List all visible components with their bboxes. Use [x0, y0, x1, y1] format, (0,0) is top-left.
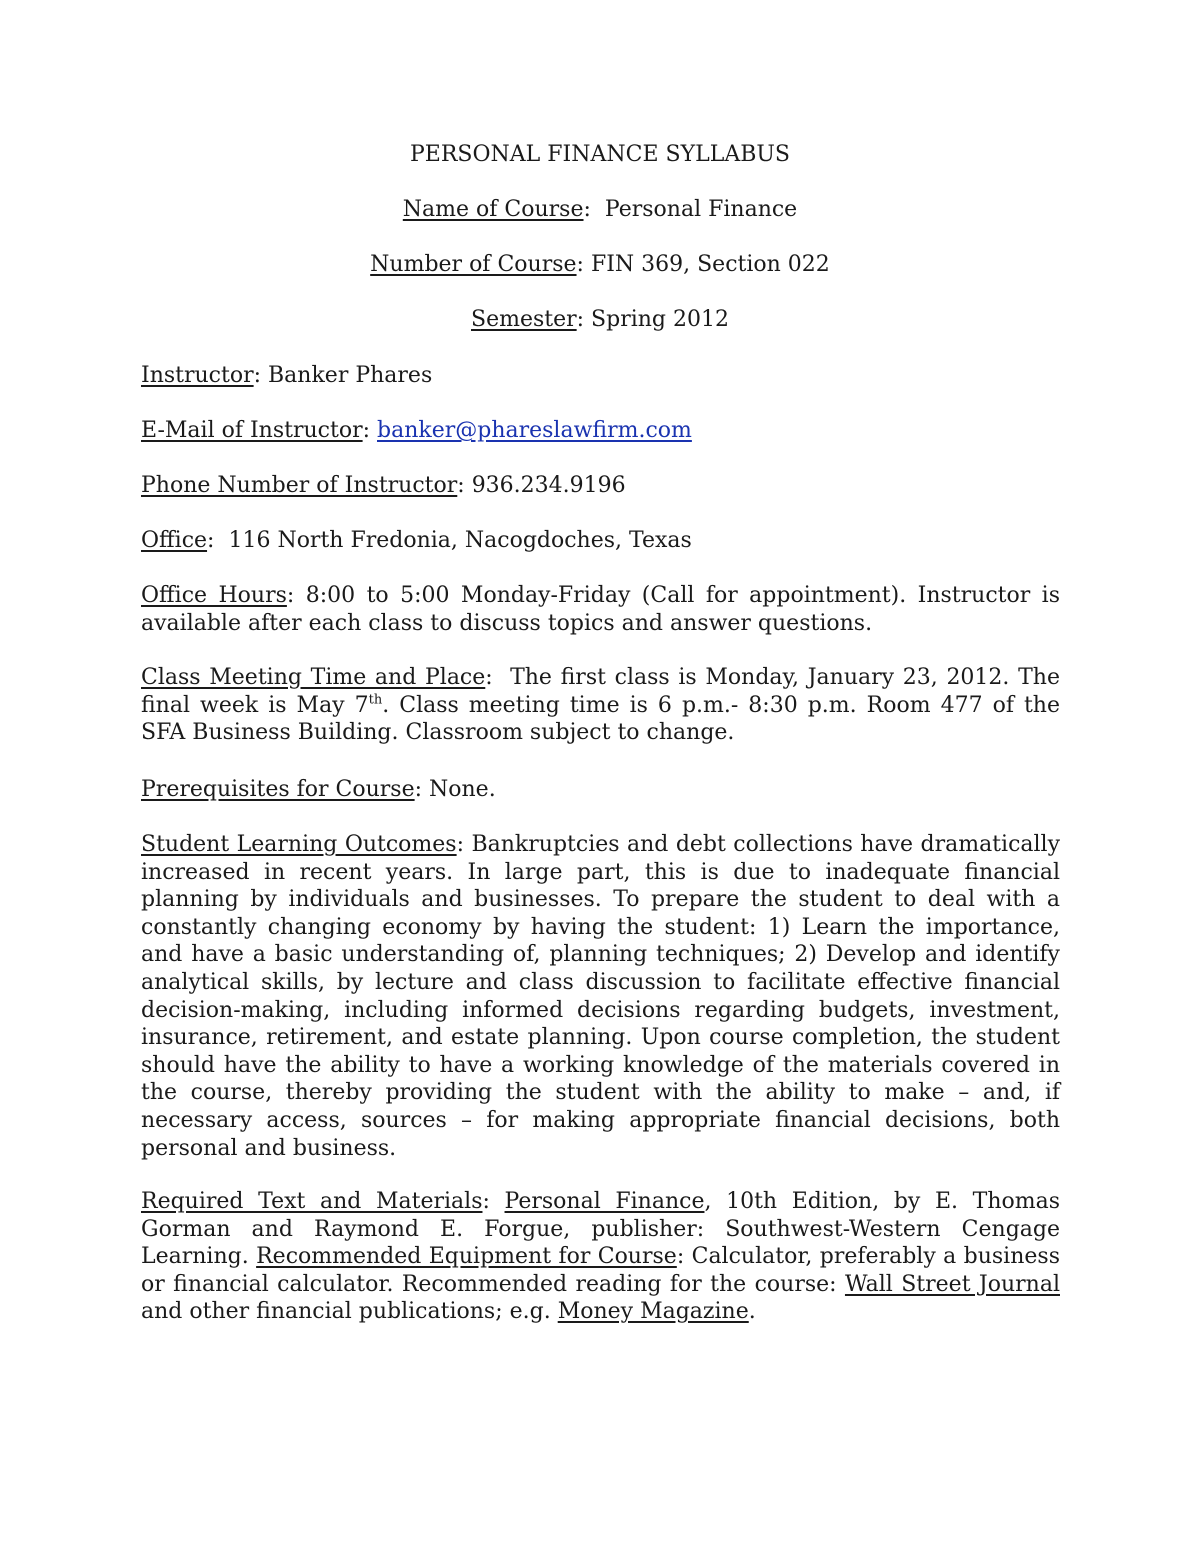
- instructor-line: Instructor: Banker Phares: [141, 363, 433, 388]
- page-title: PERSONAL FINANCE SYLLABUS: [410, 142, 790, 167]
- course-number-value: FIN 369, Section 022: [590, 252, 830, 277]
- materials-text-1: , 10th Edition, by E. Thomas Gorman and Raymond E. Forgue, publisher: Southwest-Western Cengage Learning.: [141, 1189, 1060, 1270]
- equipment-label: Recommended Equipment for Course: [256, 1244, 677, 1270]
- office-hours-paragraph: Office Hours: 8:00 to 5:00 Monday-Friday (Call for appointment). Instructor is available after each class to discuss topics and answer questions.: [141, 583, 1060, 636]
- materials-text-4: .: [748, 1299, 756, 1325]
- class-meeting-paragraph: Class Meeting Time and Place: The first class is Monday, January 23, 2012. The final week is May 7th. Class meeting time is 6 p.m.- 8:30 p.m. Room 477 of the SFA Business Building. Classroom subject to change.: [141, 665, 1060, 746]
- class-meeting-text-1: The first class is Monday, January 23, 2012. The final week is May 7: [141, 665, 1060, 718]
- magazine-title: Money Magazine: [557, 1299, 749, 1325]
- office-line: Office: 116 North Fredonia, Nacogdoches, Texas: [141, 528, 692, 553]
- outcomes-paragraph: Student Learning Outcomes: Bankruptcies and debt collections have dramatically increased in recent years. In large part, this is due to inadequate financial planning by individuals and businesses. To prepare the student to deal with a constantly changing economy by having the student: 1) Learn the importance, and have a basic understanding of, planning techniques; 2) Develop and identify analytical skills, by lecture and class discussion to facilitate effective financial decision-making, including informed decisions regarding budgets, investment, insurance, retirement, and estate planning. Upon course completion, the student should have the ability to have a working knowledge of the materials covered in the course, thereby providing the student with the ability to make – and, if necessary access, sources – for making appropriate financial decisions, both personal and business.: [141, 832, 1061, 1161]
- semester-value: Spring 2012: [591, 307, 729, 332]
- materials-text-2: : Calculator, preferably a business or financial calculator. Recommended reading for the course:: [141, 1244, 1060, 1297]
- textbook-title: Personal Finance: [504, 1189, 705, 1214]
- email-link[interactable]: banker@phareslawfirm.com: [377, 418, 692, 443]
- prerequisites-line: Prerequisites for Course: None.: [141, 777, 496, 802]
- course-number-line: Number of Course: FIN 369, Section 022: [370, 252, 830, 277]
- prerequisites-value: None.: [429, 777, 496, 802]
- course-name-line: Name of Course: Personal Finance: [402, 197, 798, 222]
- prerequisites-label: Prerequisites for Course: [141, 777, 415, 802]
- outcomes-label: Student Learning Outcomes: [141, 832, 457, 857]
- materials-label: Required Text and Materials: [141, 1189, 483, 1214]
- email-line: E-Mail of Instructor: banker@phareslawfirm.com: [141, 418, 692, 443]
- materials-paragraph: Required Text and Materials: Personal Finance, 10th Edition, by E. Thomas Gorman and Raymond E. Forgue, publisher: Southwest-Western Cengage Learning. Recommended Equipment for Course: Calculator, preferably a business or financial calculator. Recommended reading for the course: Wall Street Journal and other financial publications; e.g. Money Magazine.: [141, 1189, 1060, 1325]
- course-name-label: Name of Course: [402, 197, 584, 222]
- instructor-value: Banker Phares: [268, 363, 433, 388]
- semester-line: Semester: Spring 2012: [471, 307, 729, 332]
- instructor-label: Instructor: [141, 363, 254, 388]
- phone-value: 936.234.9196: [471, 473, 626, 498]
- materials-text-3: and other financial publications; e.g.: [141, 1299, 558, 1325]
- semester-label: Semester: [471, 307, 577, 332]
- course-number-label: Number of Course: [370, 252, 577, 277]
- phone-line: Phone Number of Instructor: 936.234.9196: [141, 473, 626, 498]
- office-hours-label: Office Hours: [141, 583, 287, 608]
- outcomes-value: Bankruptcies and debt collections have dramatically increased in recent years. In large part, this is due to inadequate financial planning by individuals and businesses. To prepare the student to deal with a constantly changing economy by having the student: 1) Learn the importance, and have a basic understanding of, planning techniques; 2) Develop and identify analytical skills, by lecture and class discussion to facilitate effective financial decision-making, including informed decisions regarding budgets, investment, insurance, retirement, and estate planning. Upon course completion, the student should have the ability to have a working knowledge of the materials covered in the course, thereby providing the student with the ability to make – and, if necessary access, sources – for making appropriate financial decisions, both personal and business.: [141, 832, 1061, 1161]
- office-value: 116 North Fredonia, Nacogdoches, Texas: [228, 528, 692, 553]
- office-hours-value: 8:00 to 5:00 Monday-Friday (Call for appointment). Instructor is available after each class to discuss topics and answer questions.: [141, 583, 1060, 636]
- class-meeting-text-2: . Class meeting time is 6 p.m.- 8:30 p.m. Room 477 of the SFA Business Building. Classroom subject to change.: [141, 692, 1060, 746]
- class-meeting-label: Class Meeting Time and Place: [141, 665, 486, 690]
- office-label: Office: [141, 528, 208, 553]
- journal-title: Wall Street Journal: [844, 1271, 1060, 1297]
- email-label: E-Mail of Instructor: [141, 418, 363, 443]
- course-name-value: Personal Finance: [604, 197, 798, 222]
- class-meeting-sup: th: [368, 692, 383, 708]
- phone-label: Phone Number of Instructor: [141, 473, 458, 498]
